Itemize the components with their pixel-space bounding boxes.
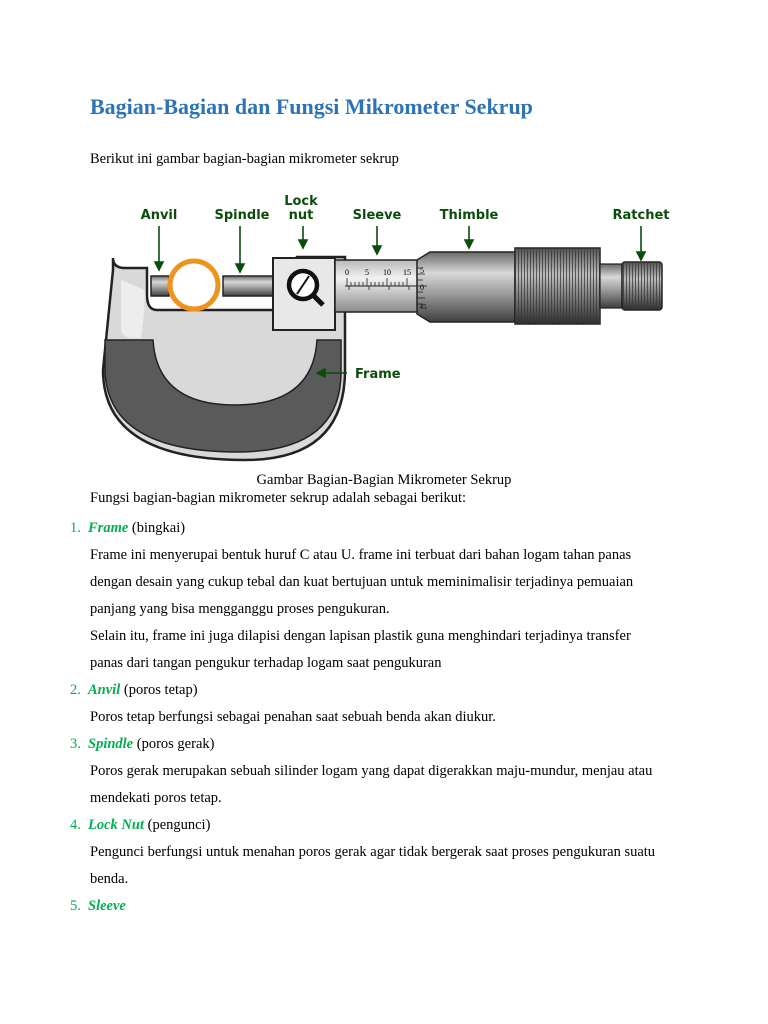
item-term: Spindle [88, 736, 134, 752]
item-number: 5. [70, 898, 81, 914]
item-number: 2. [70, 682, 81, 698]
label-frame: Frame [355, 367, 401, 382]
sleeve-number: 5 [365, 268, 369, 277]
item-term: Lock Nut [88, 817, 144, 833]
list-item [70, 515, 710, 677]
lead-text: Fungsi bagian-bagian mikrometer sekrup adalah sebagai berikut: [90, 490, 467, 506]
label-lock-nut: nut [288, 208, 314, 223]
item-description: Frame ini menyerupai bentuk huruf C atau U. frame ini terbuat dari bahan logam tahan panas [90, 547, 632, 563]
anvil-ring [170, 261, 218, 309]
sleeve-number: 10 [383, 268, 391, 277]
item-gloss: (bingkai) [128, 520, 186, 536]
anvil-stub [151, 276, 169, 296]
item-gloss: (pengunci) [143, 817, 211, 833]
sleeve-number: 0 [345, 268, 349, 277]
list-item [70, 812, 710, 893]
figure-caption: Gambar Bagian-Bagian Mikrometer Sekrup [256, 472, 512, 488]
item-description: Pengunci berfungsi untuk menahan poros gerak agar tidak bergerak saat proses pengukuran suatu [90, 844, 656, 860]
item-description: benda. [90, 871, 129, 887]
item-description: mendekati poros tetap. [90, 790, 222, 806]
item-gloss: (poros gerak) [133, 736, 215, 752]
label-thimble: Thimble [439, 208, 499, 223]
micrometer-diagram [85, 190, 685, 466]
intro-text: Berikut ini gambar bagian-bagian mikrometer sekrup [90, 151, 399, 167]
item-number: 1. [70, 520, 81, 536]
thimble-number: 5 [420, 266, 424, 275]
label-ratchet: Ratchet [612, 208, 670, 223]
item-description: Poros tetap berfungsi sebagai penahan saat sebuah benda akan diukur. [90, 709, 496, 725]
list-item [70, 731, 710, 812]
list-item [70, 677, 710, 731]
page-title: Bagian-Bagian dan Fungsi Mikrometer Sekrup [90, 94, 533, 119]
thimble-number: 0 [420, 283, 424, 292]
spindle-rod [223, 276, 273, 296]
item-number: 3. [70, 736, 81, 752]
item-description: Poros gerak merupakan sebuah silinder logam yang dapat digerakkan maju-mundur, menjau atau [90, 763, 653, 779]
item-description: panas dari tangan pengukur terhadap logam saat pengukuran [90, 655, 442, 671]
item-number: 4. [70, 817, 81, 833]
thimble-number: 45 [419, 303, 427, 311]
item-description: dengan desain yang cukup tebal dan kuat bertujuan untuk meminimalisir terjadinya pemuaian [90, 574, 634, 590]
item-description: panjang yang bisa mengganggu proses pengukuran. [90, 601, 390, 617]
label-anvil: Anvil [140, 208, 178, 223]
thimble-body [417, 252, 515, 322]
item-description: Selain itu, frame ini juga dilapisi dengan lapisan plastik guna menghindari terjadinya transfer [90, 628, 631, 644]
sleeve-number: 15 [403, 268, 411, 277]
item-term: Anvil [88, 682, 121, 698]
item-term: Sleeve [88, 898, 126, 914]
label-sleeve: Sleeve [352, 208, 402, 223]
label-lock-nut: Lock [284, 194, 318, 209]
list-item [70, 893, 710, 920]
item-gloss: (poros tetap) [120, 682, 198, 698]
parts-list [70, 515, 710, 920]
label-spindle: Spindle [214, 208, 270, 223]
item-term: Frame [88, 520, 129, 536]
